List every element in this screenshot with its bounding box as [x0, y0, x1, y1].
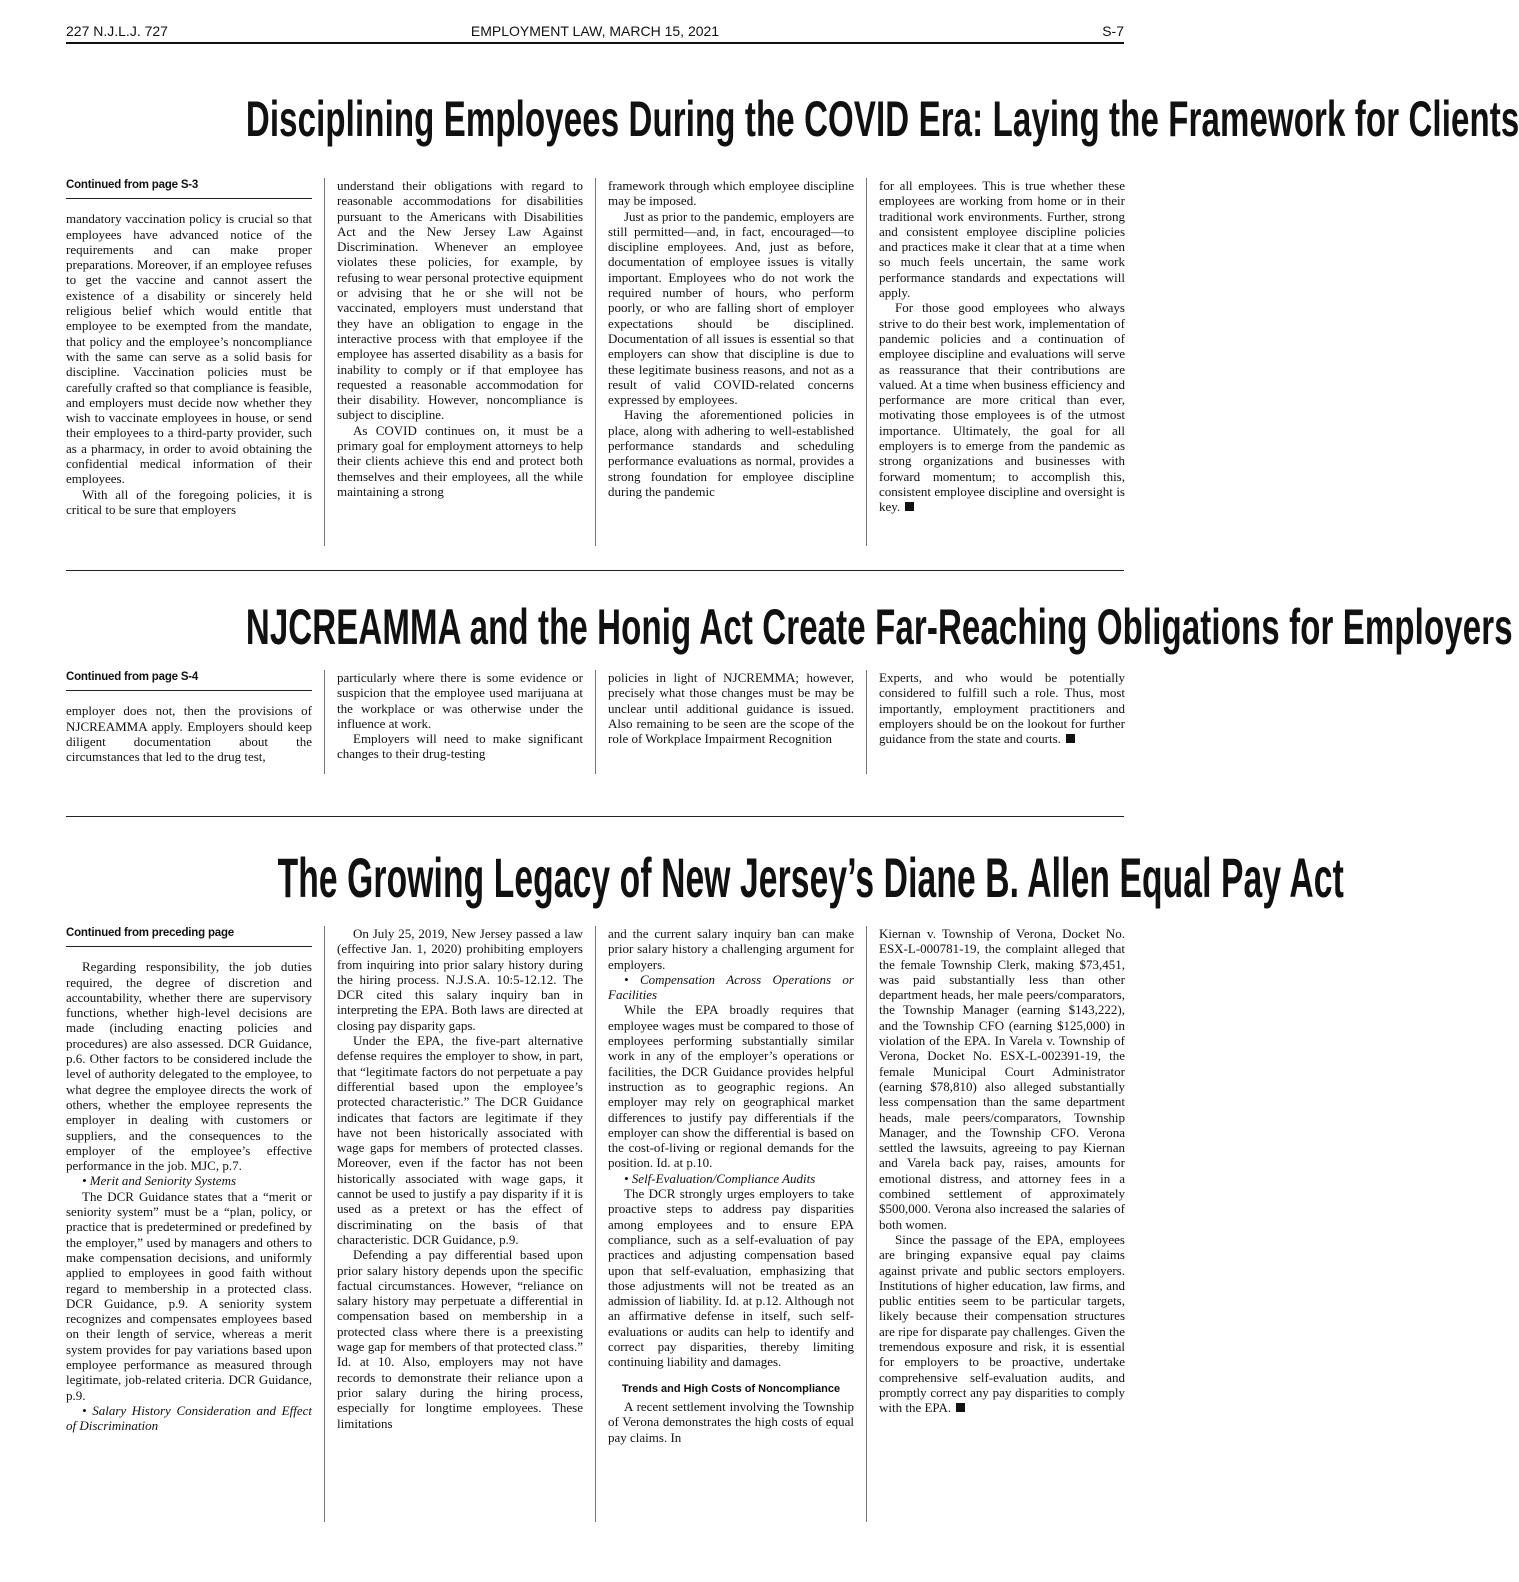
- article-3-column-1: [66, 926, 312, 1522]
- article-1-headline: Disciplining Employees During the COVID Era: Laying the Framework for Clients: [245, 91, 1519, 147]
- paragraph: for all employees. This is true whether these employees are working from home or in their traditional work environments. Further, strong and consistent employee discipline policies and practices make it clear that at a time when so much feels uncertain, the same work performance standards and expectations will apply.: [879, 178, 1125, 301]
- article-1-body: [66, 178, 1124, 546]
- paragraph: understand their obligations with regard to reasonable accommodations for disabilities pursuant to the Americans with Disabilities Act and the New Jersey Law Against Discrimination. Whenever an employee violates these policies, for example, by refusing to wear personal protective equipment or advising that he or she will not be vaccinated, employers must understand that they have an obligation to engage in the interactive process with that employee if the employee has asserted disability as a basis for inability to comply or if that employee has requested a reasonable accommodation for their disability. However, noncompliance is subject to discipline.: [337, 178, 583, 423]
- column-rule: [595, 178, 596, 546]
- paragraph-text: For those good employees who always strive to do their best work, implementation of pandemic policies and a continuation of employee discipline and evaluations will serve as reassurance that their contributions are valued. At a time when business efficiency and performance are more critical than ever, motivating those employees is of the utmost importance. Ultimately, the goal for all employers is to emerge from the pandemic as strong organizations and businesses with forward momentum; to accomplish this, consistent employee discipline and oversight is key.: [879, 300, 1125, 515]
- continued-from-label: Continued from page S-3: [66, 178, 312, 199]
- bullet-heading: • Compensation Across Operations or Facilities: [608, 971, 854, 1003]
- paragraph: The DCR Guidance states that a “merit or seniority system” must be a “plan, policy, or practice that is predetermined or predefined by the employer,” used by managers and others to make compensation decisions, and uniformly applied to employees in good faith without regard to membership in a protected class. DCR Guidance, p.9. A seniority system recognizes and compensates employees based on their length of service, whereas a merit system provides for pay variations based upon employee performance as measured through legitimate, job-related criteria. DCR Guidance, p.9.: [66, 1188, 312, 1403]
- section-divider: [66, 570, 1124, 571]
- article-2-column-1: [66, 670, 312, 774]
- article-3-column-2: [337, 926, 583, 1522]
- paragraph: The DCR strongly urges employers to take proactive steps to address pay disparities among employees and to ensure EPA compliance, such as a self-evaluation of pay practices and adjusting compensation based upon that self-evaluation, emphasizing that those adjustments will not be treated as an admission of liability. Id. at p.12. Although not an affirmative defense in itself, such self-evaluations or audits can help to identify and correct pay disparities, thereby limiting continuing liability and damages.: [608, 1186, 854, 1370]
- article-2-column-3: [608, 670, 854, 774]
- column-rule: [324, 670, 325, 774]
- paragraph-end: [879, 670, 1125, 746]
- paragraph: Just as prior to the pandemic, employers are still permitted—and, in fact, encouraged—to discipline employees. And, just as before, documentation of employee issues is vitally important. Employees who do not work the required number of hours, who perform poorly, or who are falling short of employer expectations should be disciplined. Documentation of all issues is essential so that employers can show that discipline is due to these legitimate business reasons, and not as a result of valid COVID-related concerns expressed by employees.: [608, 208, 854, 408]
- end-of-article-square-icon: [1066, 734, 1075, 743]
- article-1-column-1: [66, 178, 312, 546]
- paragraph: framework through which employee discipline may be imposed.: [608, 178, 854, 209]
- paragraph: Having the aforementioned policies in place, along with adhering to well-established performance standards and scheduling performance evaluations as normal, provides a strong foundation for employee discipline during the pandemic: [608, 407, 854, 499]
- article-3-headline: The Growing Legacy of New Jersey’s Diane B. Allen Equal Pay Act: [277, 846, 1344, 909]
- section-divider: [66, 816, 1124, 817]
- article-2-headline: NJCREAMMA and the Honig Act Create Far-Reaching Obligations for Employers: [245, 599, 1513, 655]
- paragraph: mandatory vaccination policy is crucial so that employees have advanced notice of the requirements and can make proper preparations. Moreover, if an employee refuses to get the vaccine and cannot assert the existence of a disability or sincerely held religious belief which would entitle that employee to be exempted from the mandate, that policy and the employee’s noncompliance with the same can serve as a solid basis for discipline. Vaccination policies must be carefully crafted so that compliance is feasible, and employers must decide now whether they wish to vaccinate employees in house, or send their employees to a third-party provider, such as a pharmacy, in order to avoid obtaining the confidential medical information of their employees.: [66, 211, 312, 487]
- continued-from-label: Continued from preceding page: [66, 926, 312, 947]
- paragraph: particularly where there is some evidence or suspicion that the employee used marijuana at the workplace or was otherwise under the influence at work.: [337, 670, 583, 731]
- article-1-column-2: [337, 178, 583, 546]
- column-rule: [866, 178, 867, 546]
- paragraph: Kiernan v. Township of Verona, Docket No. ESX-L-000781-19, the complaint alleged that the female Township Clerk, making $73,451, was paid substantially less than other department heads, her male peers/comparators, the Township Manager (earning $143,222), and the Township CFO (earning $125,000) in violation of the EPA. In Varela v. Township of Verona, Docket No. ESX-L-002391-19, the female Municipal Court Administrator (earning $78,810) also alleged substantially less compensation than the same department heads, male peers/comparators, Township Manager, and the Township CFO. Verona settled the lawsuits, agreeing to pay Kiernan and Varela back pay, raises, amounts for emotional distress, and attorney fees in a combined settlement of approximately $500,000. Verona also increased the salaries of both women.: [879, 926, 1125, 1232]
- paragraph: With all of the foregoing policies, it is critical to be sure that employers: [66, 486, 312, 517]
- header-citation: 227 N.J.L.J. 727: [66, 23, 168, 39]
- paragraph-end: [879, 1232, 1125, 1416]
- paragraph: Employers will need to make significant changes to their drug-testing: [337, 731, 583, 762]
- paragraph: While the EPA broadly requires that employee wages must be compared to those of employees performing substantially similar work in any of the employer’s operations or facilities, the DCR Guidance provides helpful instruction as to geographic regions. An employer may rely on geographical market differences to justify pay differentials if the employer can show the differential is based on the cost-of-living or regional demands for the position. Id. at p.10.: [608, 1002, 854, 1171]
- running-header: [66, 22, 1124, 44]
- bullet-heading: • Salary History Consideration and Effect of Discrimination: [66, 1402, 312, 1434]
- end-of-article-square-icon: [905, 502, 914, 511]
- column-rule: [324, 178, 325, 546]
- paragraph: A recent settlement involving the Township of Verona demonstrates the high costs of equal pay claims. In: [608, 1398, 854, 1445]
- paragraph: Regarding responsibility, the job duties required, the degree of discretion and accountability, whether there are supervisory functions, whether high-level decisions are made (including enacting policies and procedures) are also assessed. DCR Guidance, p.6. Other factors to be considered include the level of authority delegated to the employee, to what degree the employee directs the work of others, whether the employee represents the employer in dealing with customers or suppliers, and the consequences to the employer of the employee’s effective performance in the job. MJC, p.7.: [66, 959, 312, 1174]
- paragraph-text: Experts, and who would be potentially considered to fulfill such a role. Thus, most importantly, employment practitioners and employers should be on the lookout for further guidance from the state and courts.: [879, 670, 1125, 747]
- paragraph: employer does not, then the provisions of NJCREAMMA apply. Employers should keep diligent documentation about the circumstances that led to the drug test,: [66, 703, 312, 765]
- article-2-column-4: [879, 670, 1125, 774]
- column-rule: [866, 926, 867, 1522]
- paragraph: and the current salary inquiry ban can make prior salary history a challenging argument for employers.: [608, 926, 854, 972]
- column-rule: [324, 926, 325, 1522]
- column-rule: [595, 670, 596, 774]
- continued-from-label: Continued from page S-4: [66, 670, 312, 691]
- bullet-heading: • Merit and Seniority Systems: [82, 1173, 237, 1189]
- paragraph: As COVID continues on, it must be a primary goal for employment attorneys to help their clients achieve this end and protect both themselves and their employees, all the while maintaining a strong: [337, 422, 583, 499]
- paragraph: On July 25, 2019, New Jersey passed a law (effective Jan. 1, 2020) prohibiting employers from inquiring into prior salary history during the hiring process. N.J.S.A. 10:5-12.12. The DCR cited this salary inquiry ban in interpreting the EPA. Both laws are directed at closing pay disparity gaps.: [337, 926, 583, 1033]
- paragraph: Defending a pay differential based upon prior salary history depends upon the specific factual circumstances. However, “reliance on salary history may perpetuate a differential in compensation based on membership in a protected class where there is a preexisting wage gap for members of that protected class.” Id. at 10. Also, employers may not have records to demonstrate their reliance upon a prior salary during the hiring process, especially for longtime employees. These limitations: [337, 1247, 583, 1431]
- column-rule: [866, 670, 867, 774]
- header-page-number: S-7: [1102, 23, 1124, 39]
- bullet-heading: • Self-Evaluation/Compliance Audits: [624, 1170, 816, 1186]
- article-3-column-4: [879, 926, 1125, 1522]
- section-subheading: Trends and High Costs of Noncompliance: [621, 1382, 841, 1395]
- header-section-date: EMPLOYMENT LAW, MARCH 15, 2021: [470, 23, 720, 39]
- end-of-article-square-icon: [956, 1403, 965, 1412]
- paragraph-text: Since the passage of the EPA, employees are bringing expansive equal pay claims against private and public sectors employers. Institutions of higher education, law firms, and public entities seem to be particular targets, likely because their compensation structures are ripe for disparate pay challenges. Given the tremendous exposure and risk, it is essential for employers to be proactive, undertake comprehensive self-evaluation audits, and promptly correct any pay disparities to comply with the EPA.: [879, 1231, 1125, 1416]
- paragraph: policies in light of NJCREMMA; however, precisely what those changes must be may be unclear until additional guidance is issued. Also remaining to be seen are the scope of the role of Workplace Impairment Recognition: [608, 670, 854, 747]
- article-3-body: [66, 926, 1124, 1522]
- column-rule: [595, 926, 596, 1522]
- paragraph-end: [879, 300, 1125, 514]
- article-1-column-4: [879, 178, 1125, 546]
- article-2-body: [66, 670, 1124, 774]
- article-3-column-3: [608, 926, 854, 1522]
- paragraph: Under the EPA, the five-part alternative defense requires the employer to show, in part, that “legitimate factors do not perpetuate a pay differential based upon the employee’s protected characteristic.” The DCR Guidance indicates that factors are legitimate if they have not been historically associated with wage gaps for members of protected classes. Moreover, even if the factor has not been historically associated with wage gaps, it cannot be used to justify a pay disparity if it is used as a pretext or has the effect of discriminating on the basis of that characteristic. DCR Guidance, p.9.: [337, 1033, 583, 1247]
- article-2-column-2: [337, 670, 583, 774]
- article-1-column-3: [608, 178, 854, 546]
